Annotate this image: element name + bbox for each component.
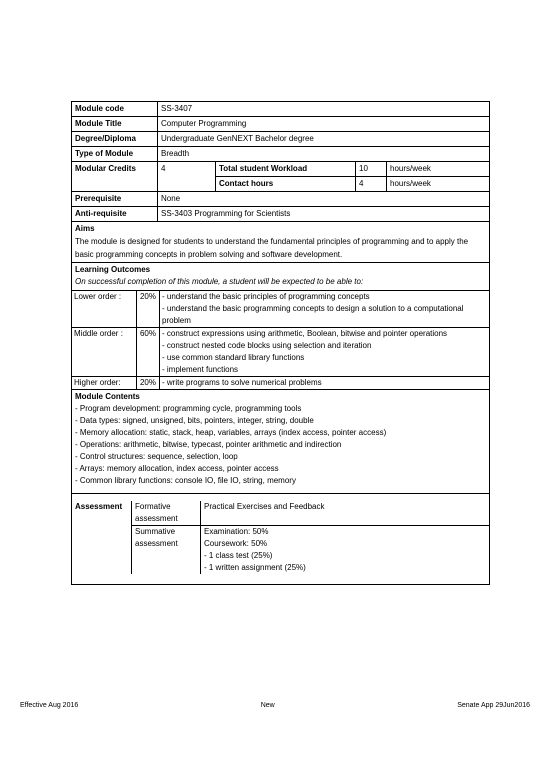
formative-label: Formative assessment xyxy=(132,501,201,526)
antirequisite-value: SS-3403 Programming for Scientists xyxy=(158,207,490,222)
middle-order-percent: 60% xyxy=(137,328,160,377)
aims-section xyxy=(71,222,490,263)
formative-value: Practical Exercises and Feedback xyxy=(204,502,325,511)
aims-text: The module is designed for students to understand the fundamental principles of programming and to apply the basic programming concepts in problem solving and software development. xyxy=(75,237,469,259)
outcome-item: - write programs to solve numerical problems xyxy=(162,378,322,387)
summative-line: - 1 class test (25%) xyxy=(204,551,273,560)
lower-order-label: Lower order : xyxy=(74,292,122,301)
contact-hours-label: Contact hours xyxy=(216,177,356,192)
footer-senate-approval: Senate App 29Jun2016 xyxy=(457,702,530,709)
outcome-item: - understand the basic principles of programming concepts xyxy=(162,292,370,301)
antirequisite-label: Anti-requisite xyxy=(72,207,158,222)
content-item: - Operations: arithmetic, bitwise, typecast, pointer arithmetic and indirection xyxy=(75,440,342,449)
summative-line: Coursework: 50% xyxy=(204,539,268,548)
prerequisite-value: None xyxy=(158,192,490,207)
assessment-section xyxy=(71,494,490,585)
assessment-heading: Assessment xyxy=(75,502,123,511)
outcome-item: - implement functions xyxy=(162,365,239,374)
contact-hours-value: 4 xyxy=(356,177,387,192)
contact-hours-unit: hours/week xyxy=(387,177,490,192)
credits-value: 4 xyxy=(158,162,216,192)
middle-order-label: Middle order : xyxy=(72,328,137,377)
module-title-label: Module Title xyxy=(72,117,158,132)
workload-unit: hours/week xyxy=(387,162,490,177)
module-document xyxy=(71,101,490,585)
learning-outcomes-intro: On successful completion of this module, a student will be expected to be able to: xyxy=(75,277,364,286)
content-item: - Common library functions: console IO, file IO, string, memory xyxy=(75,476,296,485)
module-contents-heading: Module Contents xyxy=(75,392,140,401)
higher-order-percent: 20% xyxy=(137,377,160,390)
content-item: - Program development: programming cycle, programming tools xyxy=(75,404,302,413)
workload-label: Total student Workload xyxy=(216,162,356,177)
module-info-table xyxy=(71,101,490,222)
outcome-item: - construct nested code blocks using selection and iteration xyxy=(162,341,372,350)
prerequisite-label: Prerequisite xyxy=(72,192,158,207)
content-item: - Data types: signed, unsigned, bits, pointers, integer, string, double xyxy=(75,416,314,425)
footer-effective-date: Effective Aug 2016 xyxy=(20,702,79,709)
outcome-item: - understand the basic programming concepts to design a solution to a computational problem xyxy=(162,304,464,325)
outcome-item: - construct expressions using arithmetic, Boolean, bitwise and pointer operations xyxy=(162,329,448,338)
summative-line: - 1 written assignment (25%) xyxy=(204,563,306,572)
module-type-label: Type of Module xyxy=(72,147,158,162)
summative-line: Examination: 50% xyxy=(204,527,269,536)
outcome-item: - use common standard library functions xyxy=(162,353,305,362)
aims-heading: Aims xyxy=(75,224,95,233)
learning-outcomes-section xyxy=(71,263,490,291)
workload-value: 10 xyxy=(356,162,387,177)
module-contents-section xyxy=(71,390,490,494)
lower-order-percent: 20% xyxy=(137,291,160,328)
higher-order-label: Higher order: xyxy=(72,377,137,390)
module-title-value: Computer Programming xyxy=(158,117,490,132)
module-code-label: Module code xyxy=(72,102,158,117)
summative-label: Summative assessment xyxy=(132,526,201,575)
module-code-value: SS-3407 xyxy=(158,102,490,117)
footer-status: New xyxy=(260,702,275,709)
content-item: - Control structures: sequence, selection, loop xyxy=(75,452,238,461)
degree-value: Undergraduate GenNEXT Bachelor degree xyxy=(158,132,490,147)
learning-outcomes-heading: Learning Outcomes xyxy=(75,265,151,274)
learning-outcomes-table xyxy=(71,291,490,390)
page-footer xyxy=(20,702,530,709)
module-type-value: Breadth xyxy=(158,147,490,162)
content-item: - Memory allocation: static, stack, heap, variables, arrays (index access, pointer access) xyxy=(75,428,387,437)
content-item: - Arrays: memory allocation, index access, pointer access xyxy=(75,464,279,473)
credits-label: Modular Credits xyxy=(72,162,158,192)
degree-label: Degree/Diploma xyxy=(72,132,158,147)
